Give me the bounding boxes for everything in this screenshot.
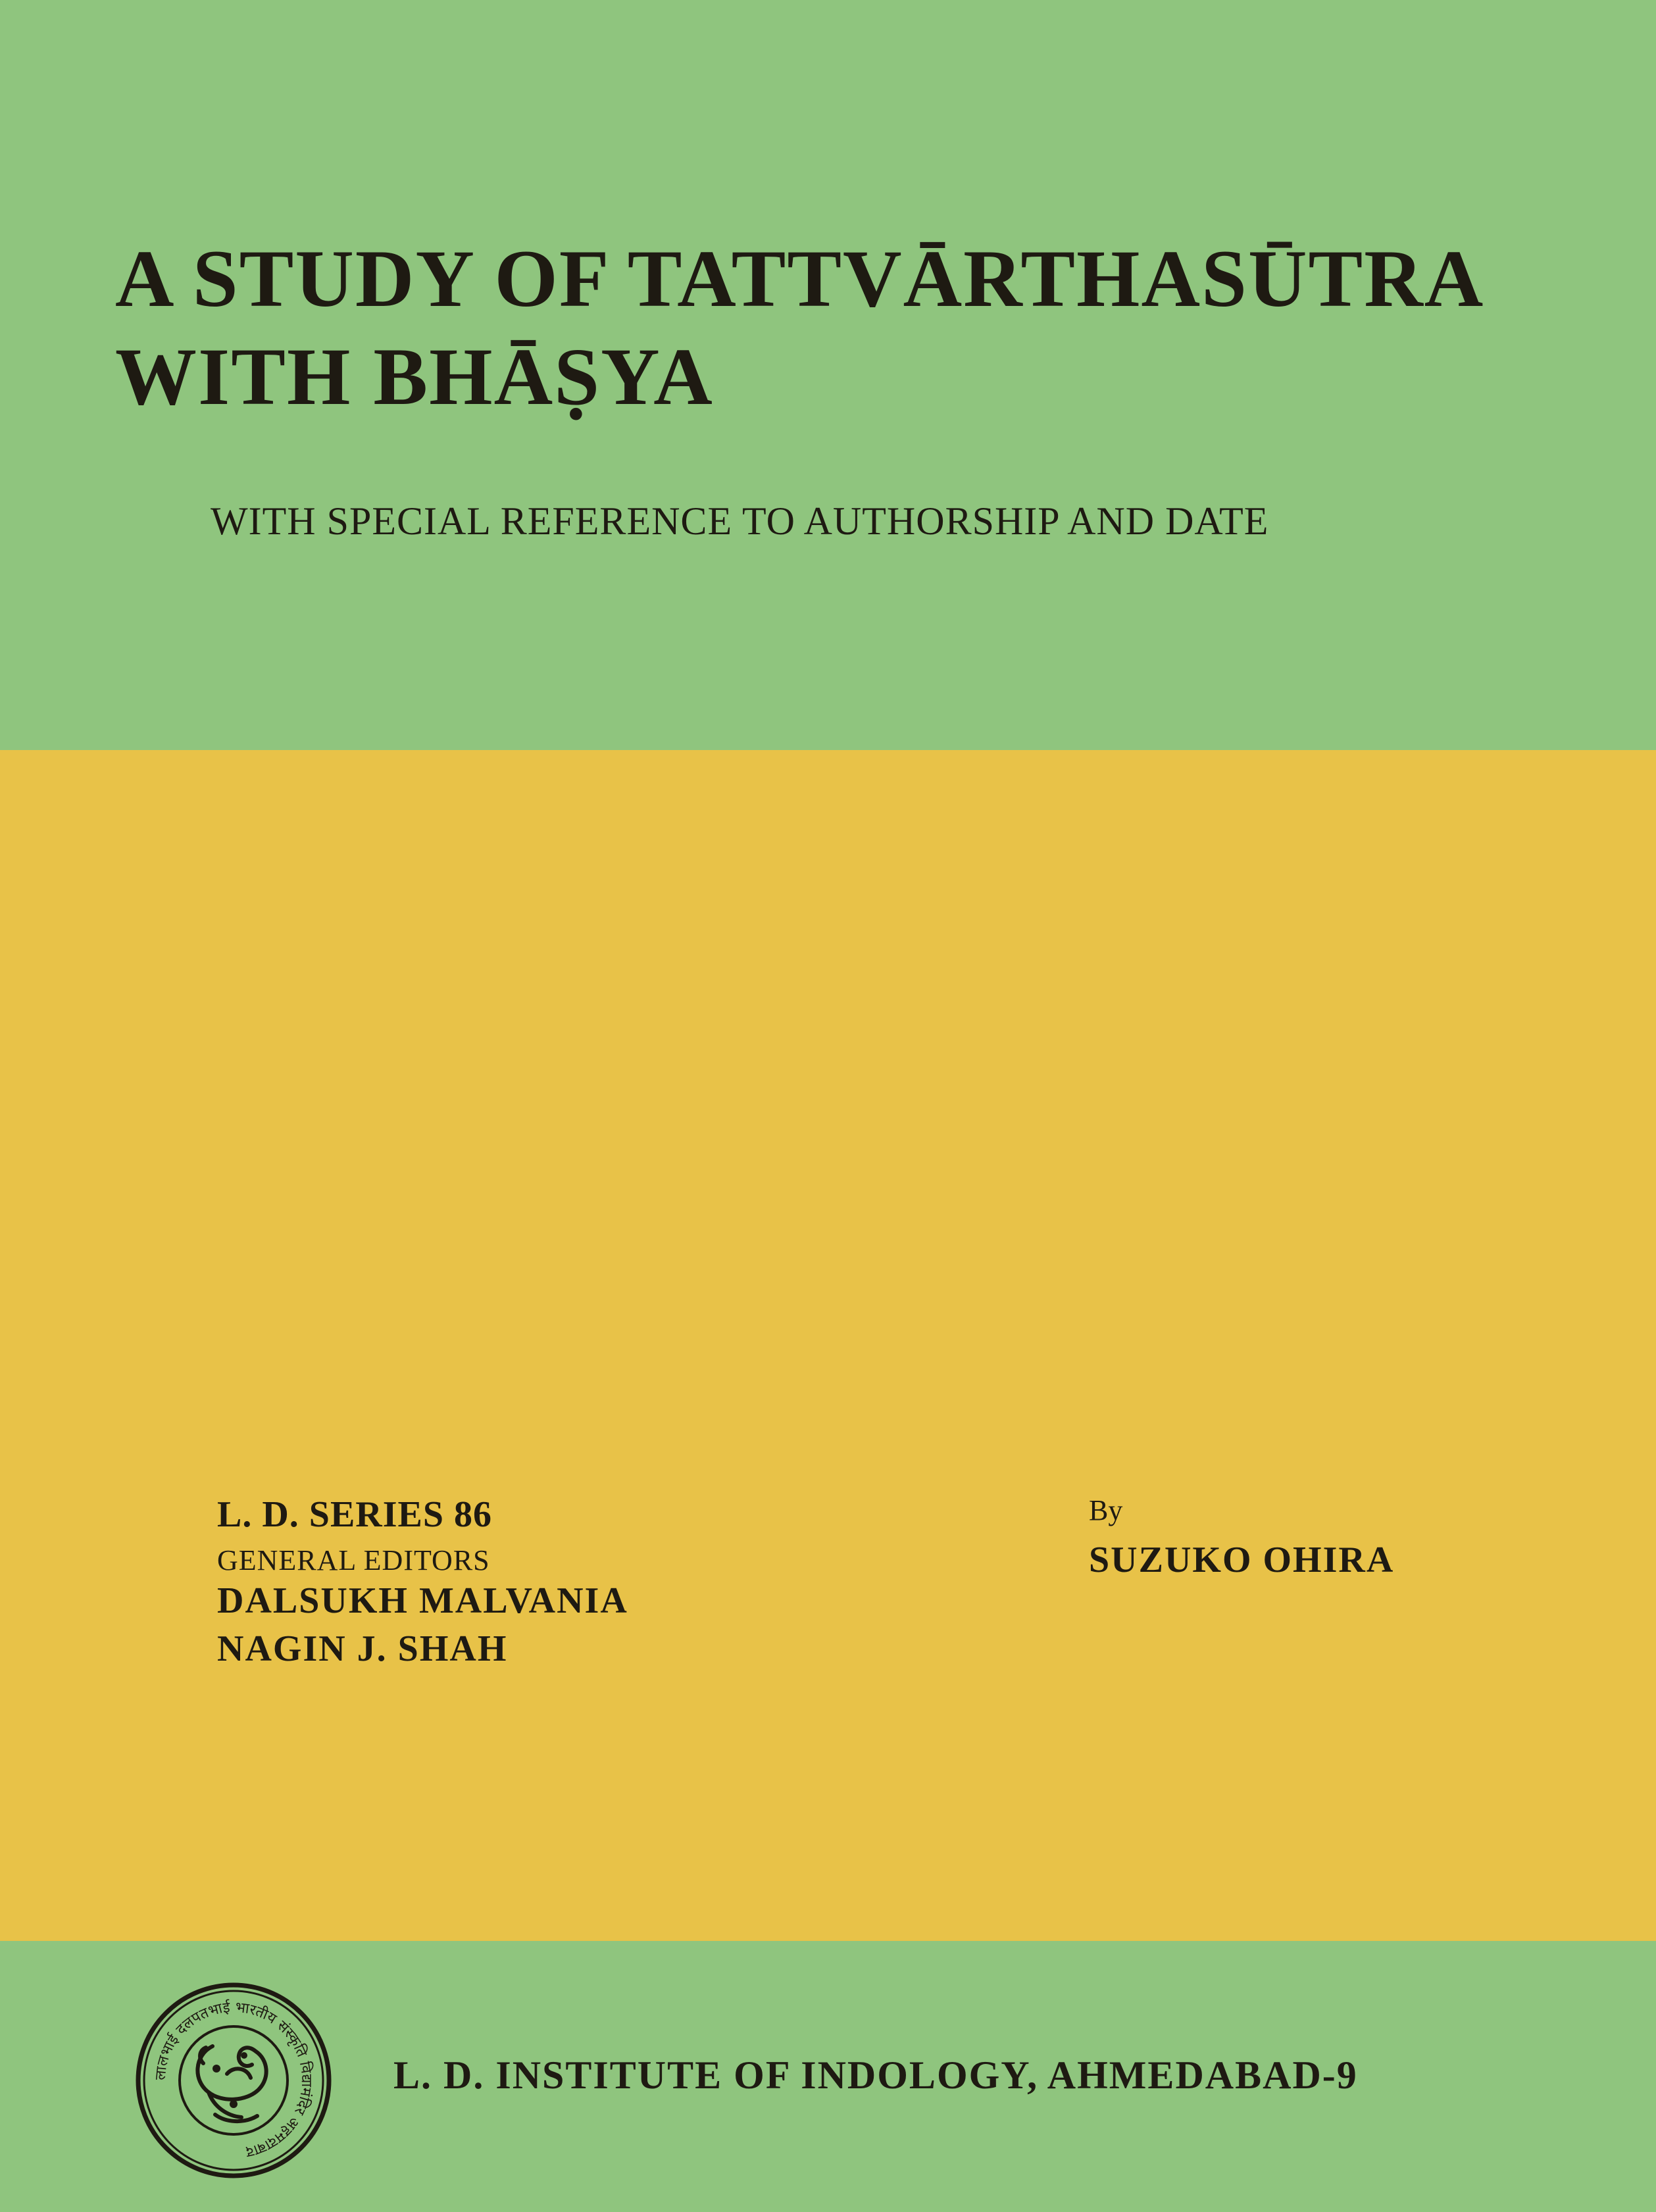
author-info <box>1089 1494 1394 1581</box>
book-subtitle: WITH SPECIAL REFERENCE TO AUTHORSHIP AND DATE <box>211 499 1269 543</box>
series-info <box>217 1494 628 1673</box>
book-title <box>115 230 1484 426</box>
seal-bird-emblem <box>197 2046 266 2121</box>
author-name: SUZUKO OHIRA <box>1089 1540 1395 1580</box>
publisher-name: L. D. INSTITUTE OF INDOLOGY, AHMEDABAD-9 <box>393 2053 1358 2097</box>
editor-name-1: DALSUKH MALVANIA <box>217 1580 628 1621</box>
middle-yellow-band <box>0 750 1656 1941</box>
series-number: L. D. SERIES 86 <box>217 1494 493 1535</box>
general-editors-label: GENERAL EDITORS <box>217 1544 490 1576</box>
editor-name-2: NAGIN J. SHAH <box>217 1628 508 1669</box>
title-line-1: A STUDY OF TATTVĀRTHASŪTRA <box>115 234 1485 324</box>
by-label: By <box>1089 1494 1123 1526</box>
title-line-2: WITH BHĀṢYA <box>115 331 714 422</box>
institute-seal-icon <box>135 1982 332 2179</box>
seal-text: लालभाई दलपतभाई भारतीय संस्कृति विद्यामंदिर अहमदाबाद <box>152 1999 315 2161</box>
